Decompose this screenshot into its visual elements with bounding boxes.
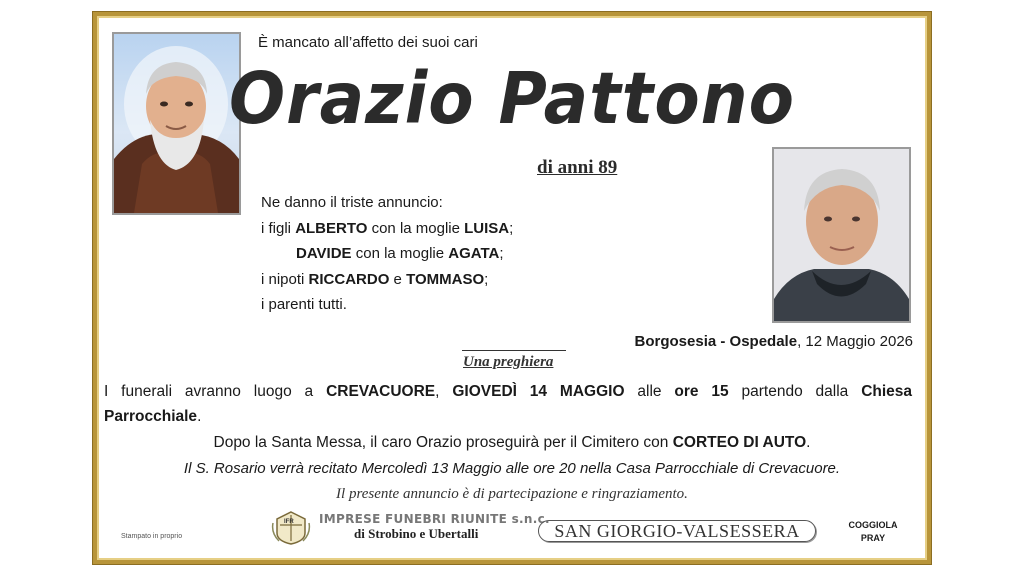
divider (462, 350, 566, 351)
announcement-lead: Ne danno il triste annuncio: (261, 194, 443, 211)
announcement-line: DAVIDE con la moglie AGATA; (296, 245, 504, 262)
thanks-text: Il presente annuncio è di partecipazione e ringraziamento. (336, 486, 688, 502)
town-name: COGGIOLA (848, 520, 898, 530)
prayer-text: Una preghiera (463, 354, 554, 370)
location-badge: SAN GIORGIO-VALSESSERA (538, 520, 816, 542)
mass-text: Dopo la Santa Messa, il caro Orazio proseguirà per il Cimitero con CORTEO DI AUTO. (213, 434, 811, 451)
funeral-line-1: I funerali avranno luogo a CREVACUORE, GIOVEDÌ 14 MAGGIO alle ore 15 partendo dalla Chiesa (104, 383, 913, 400)
announcement-line: i figli ALBERTO con la moglie LUISA; (261, 220, 514, 237)
announcement-line: i parenti tutti. (261, 296, 347, 313)
age-text: di anni 89 (537, 157, 618, 178)
town-name: PRAY (860, 533, 886, 543)
place-date: Borgosesia - Ospedale, 12 Maggio 2026 (634, 333, 913, 350)
deceased-portrait (772, 147, 911, 323)
rosary-text: Il S. Rosario verrà recitato Mercoledì 13 Maggio alle ore 20 nella Casa Parrocchiale di Crevacuore. (183, 460, 841, 477)
announcement-line: i nipoti RICCARDO e TOMMASO; (261, 271, 489, 288)
funeral-line-2: Parrocchiale. (104, 408, 202, 425)
company-subtitle: di Strobino e Ubertalli (354, 526, 479, 541)
company-name: IMPRESE FUNEBRI RIUNITE s.n.c. (319, 512, 550, 526)
deceased-name: Orazio Pattono (228, 56, 795, 141)
company-logo (271, 511, 311, 545)
intro-text: È mancato all’affetto dei suoi cari (258, 34, 478, 51)
logo-letter: IFR (284, 519, 294, 525)
printed-note: Stampato in proprio (121, 533, 183, 540)
